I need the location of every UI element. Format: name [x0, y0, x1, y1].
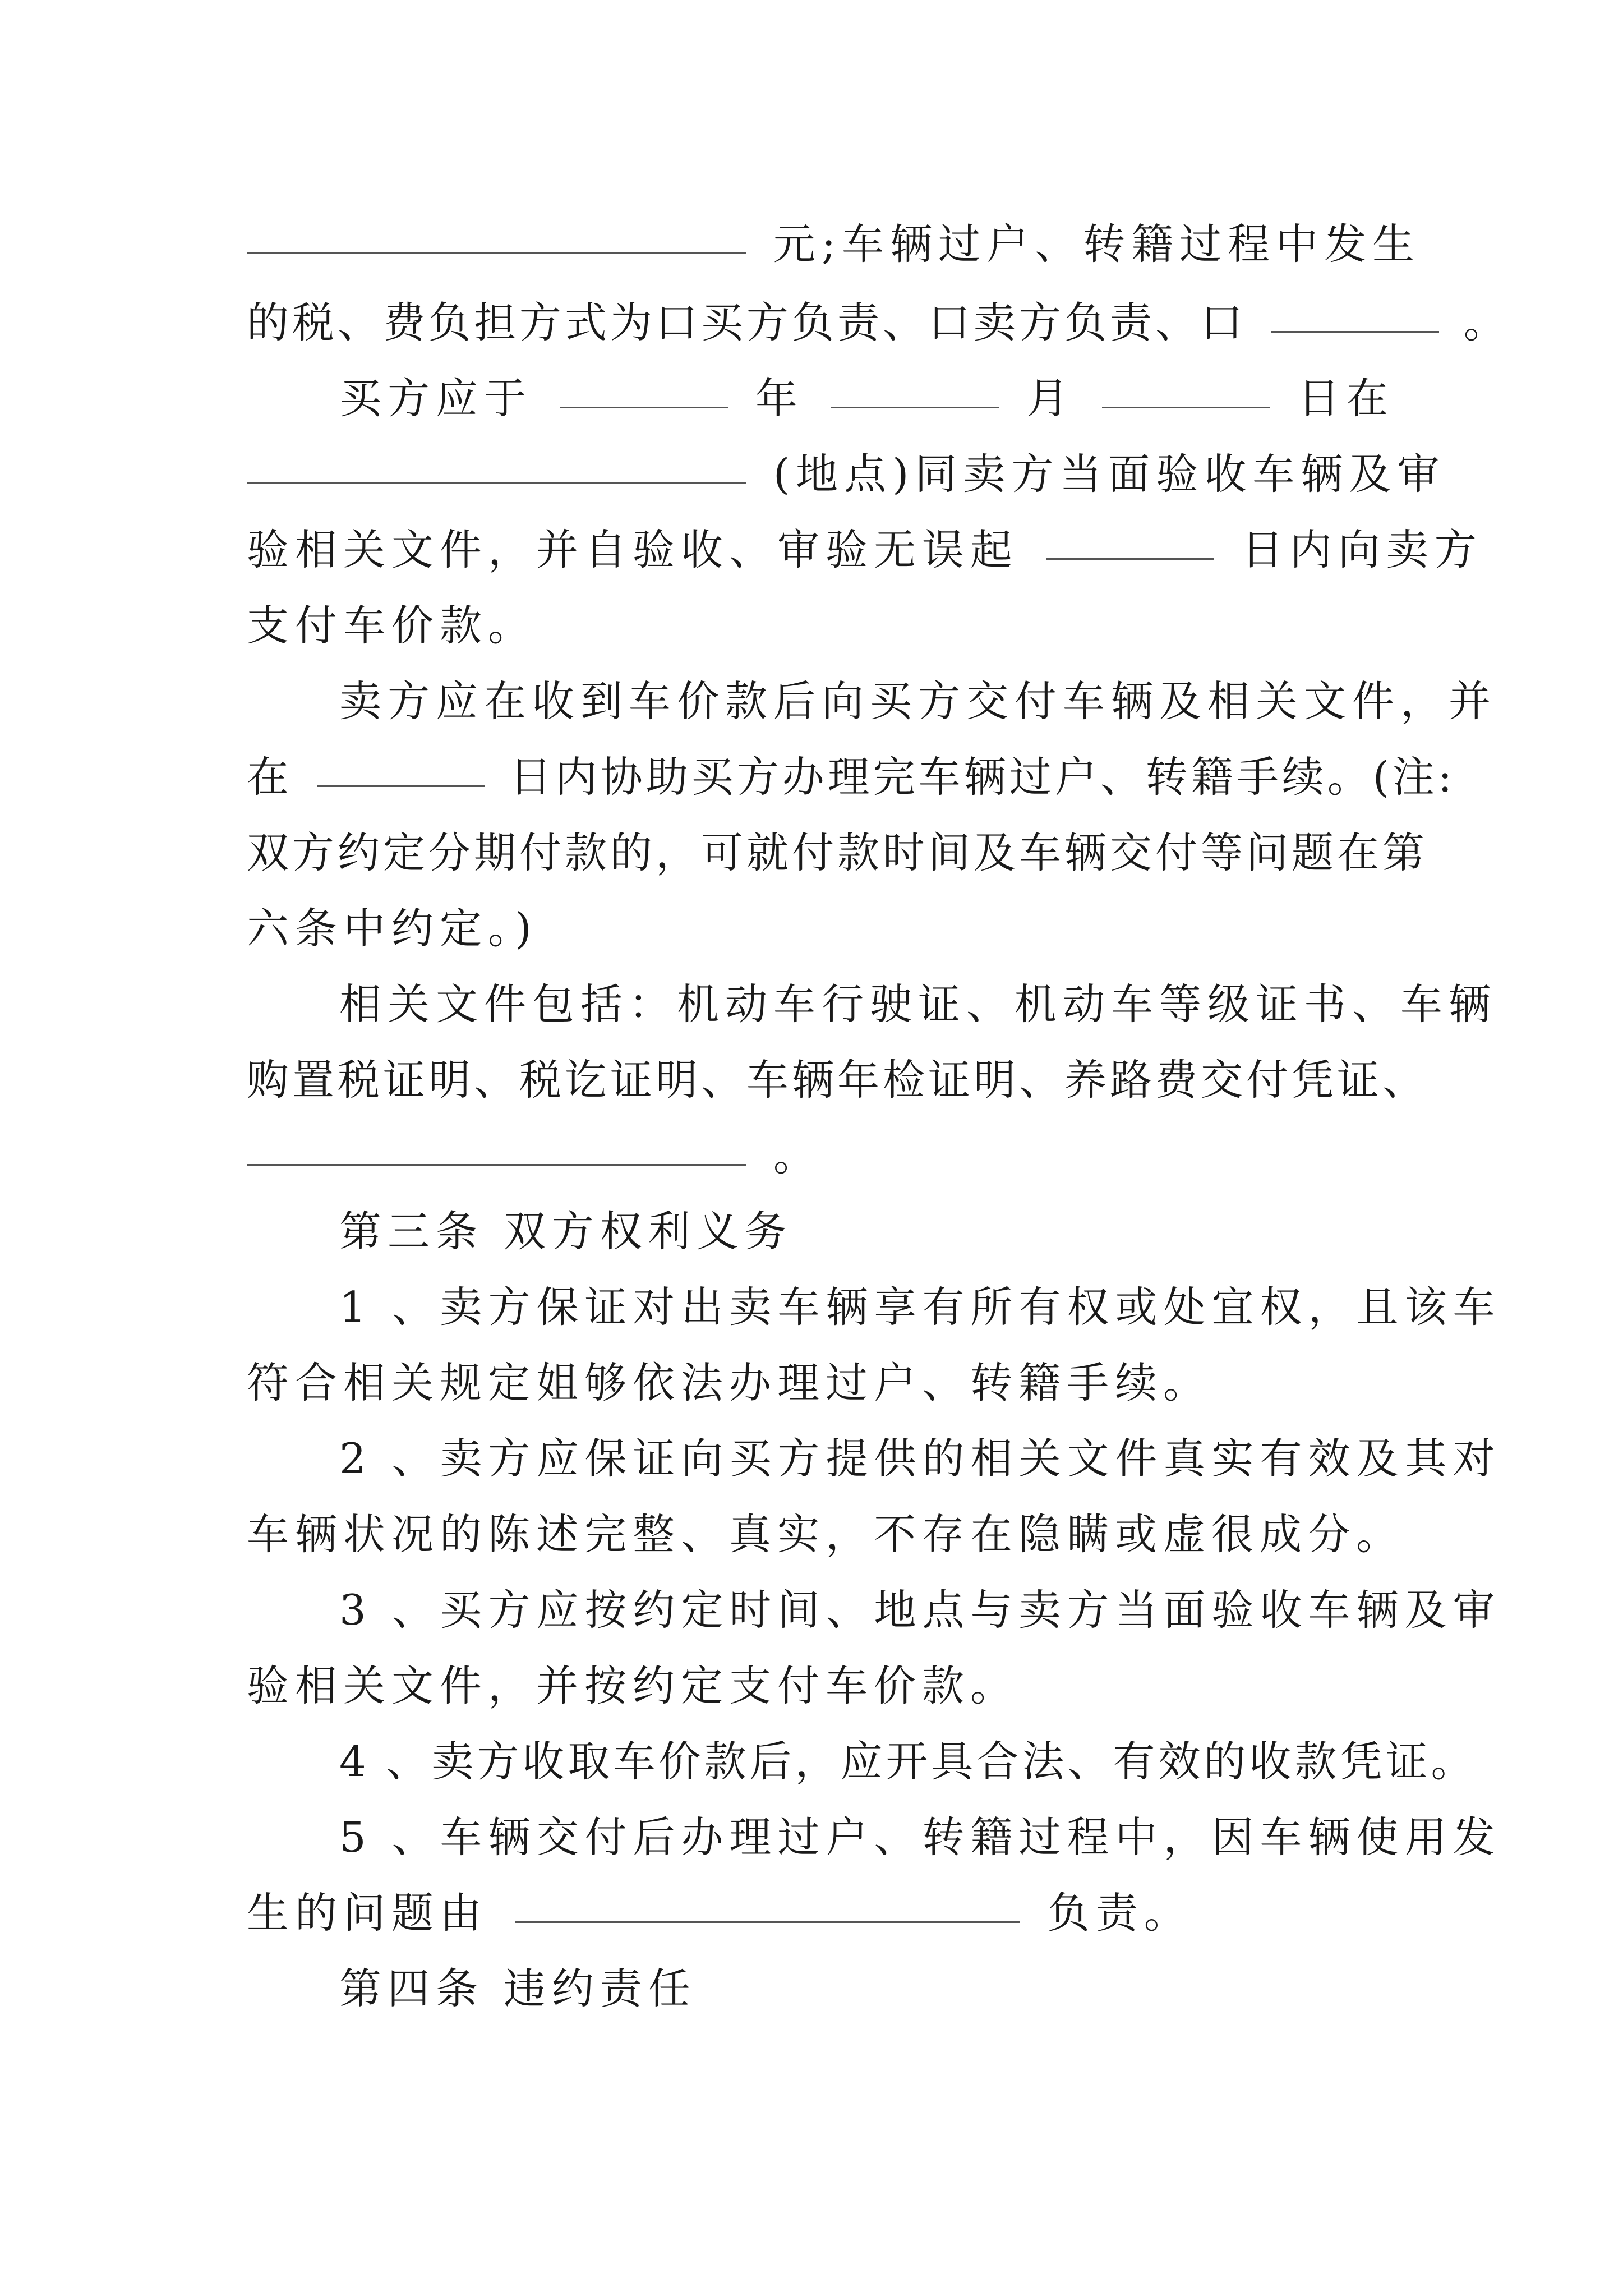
- text-segment: 六条中约定。): [247, 904, 538, 953]
- text-segment: 车辆状况的陈述完整、真实，不存在隐瞒或虚很成分。: [247, 1510, 1405, 1559]
- text-segment: 元;车辆过户、转籍过程中发生: [773, 219, 1421, 269]
- text-segment: 在: [247, 752, 293, 802]
- text-segment: 1 、卖方保证对出卖车辆享有所有权或处宜权，且该车: [339, 1282, 1501, 1332]
- text-line: [247, 1125, 822, 1186]
- text-line: [247, 1882, 1192, 1944]
- fill-blank: [1271, 329, 1439, 333]
- text-line: [339, 1428, 1501, 1489]
- text-line: [247, 1655, 1018, 1717]
- text-line: [247, 1352, 1211, 1414]
- text-line: [247, 213, 1421, 275]
- text-line: [247, 519, 1483, 581]
- text-segment: 买方应于: [339, 374, 533, 423]
- fill-blank: [247, 480, 746, 484]
- fill-blank: [560, 404, 728, 408]
- text-line: [247, 822, 1428, 884]
- text-segment: 负责。: [1047, 1888, 1192, 1938]
- text-line: [247, 746, 1455, 808]
- fill-blank: [247, 1162, 746, 1166]
- text-segment: 第三条 双方权利义务: [339, 1207, 793, 1256]
- text-segment: 相关文件包括：机动车行驶证、机动车等级证书、车辆: [339, 979, 1497, 1029]
- text-segment: 日在: [1298, 374, 1395, 423]
- section-heading: [339, 1200, 793, 1262]
- text-segment: 日内向卖方: [1241, 525, 1483, 574]
- text-segment: 验相关文件，并自验收、审验无误起: [247, 525, 1019, 574]
- text-line: [339, 1806, 1501, 1868]
- text-segment: 日内协助买方办理完车辆过户、转籍手续。(注:: [509, 752, 1456, 802]
- text-segment: 年: [755, 374, 804, 423]
- text-segment: 生的问题由: [247, 1888, 488, 1938]
- text-line: [247, 1503, 1404, 1565]
- text-segment: 支付车价款。: [247, 601, 537, 650]
- fill-blank: [1046, 556, 1214, 560]
- text-segment: 3 、买方应按约定时间、地点与卖方当面验收车辆及审: [339, 1585, 1501, 1635]
- text-segment: 第四条 违约责任: [339, 1964, 697, 2013]
- text-line: [339, 1276, 1501, 1338]
- text-segment: 。: [1463, 298, 1509, 347]
- text-line: [339, 1579, 1501, 1641]
- text-segment: 。: [773, 1131, 822, 1180]
- text-segment: 4 、卖方收取车价款后，应开具合法、有效的收款凭证。: [339, 1737, 1477, 1786]
- fill-blank: [515, 1919, 1020, 1923]
- text-segment: 月: [1026, 374, 1075, 423]
- fill-blank: [831, 404, 999, 408]
- text-segment: 2 、卖方应保证向买方提供的相关文件真实有效及其对: [339, 1434, 1501, 1483]
- text-segment: 卖方应在收到车价款后向买方交付车辆及相关文件，并: [339, 677, 1497, 726]
- text-line: [339, 1731, 1477, 1792]
- text-line: [247, 1049, 1428, 1111]
- fill-blank: [247, 250, 746, 254]
- text-segment: 5 、车辆交付后办理过户、转籍过程中，因车辆使用发: [339, 1812, 1501, 1862]
- text-segment: 验相关文件，并按约定支付车价款。: [247, 1661, 1019, 1710]
- text-line: [247, 898, 538, 959]
- text-segment: 的税、费负担方式为口买方负责、口卖方负责、口: [247, 298, 1247, 347]
- fill-blank: [317, 783, 485, 787]
- text-line: [247, 595, 536, 656]
- text-segment: 购置税证明、税讫证明、车辆年检证明、养路费交付凭证、: [247, 1055, 1428, 1105]
- text-segment: 符合相关规定姐够依法办理过户、转籍手续。: [247, 1358, 1212, 1407]
- text-line: [339, 367, 1394, 429]
- text-line: [247, 292, 1509, 353]
- text-segment: (地点)同卖方当面验收车辆及审: [773, 449, 1446, 499]
- text-line: [339, 973, 1497, 1035]
- fill-blank: [1102, 404, 1270, 408]
- text-line: [247, 443, 1445, 505]
- text-line: [339, 670, 1497, 732]
- section-heading: [339, 1958, 697, 2019]
- text-segment: 双方约定分期付款的，可就付款时间及车辆交付等问题在第: [247, 828, 1428, 877]
